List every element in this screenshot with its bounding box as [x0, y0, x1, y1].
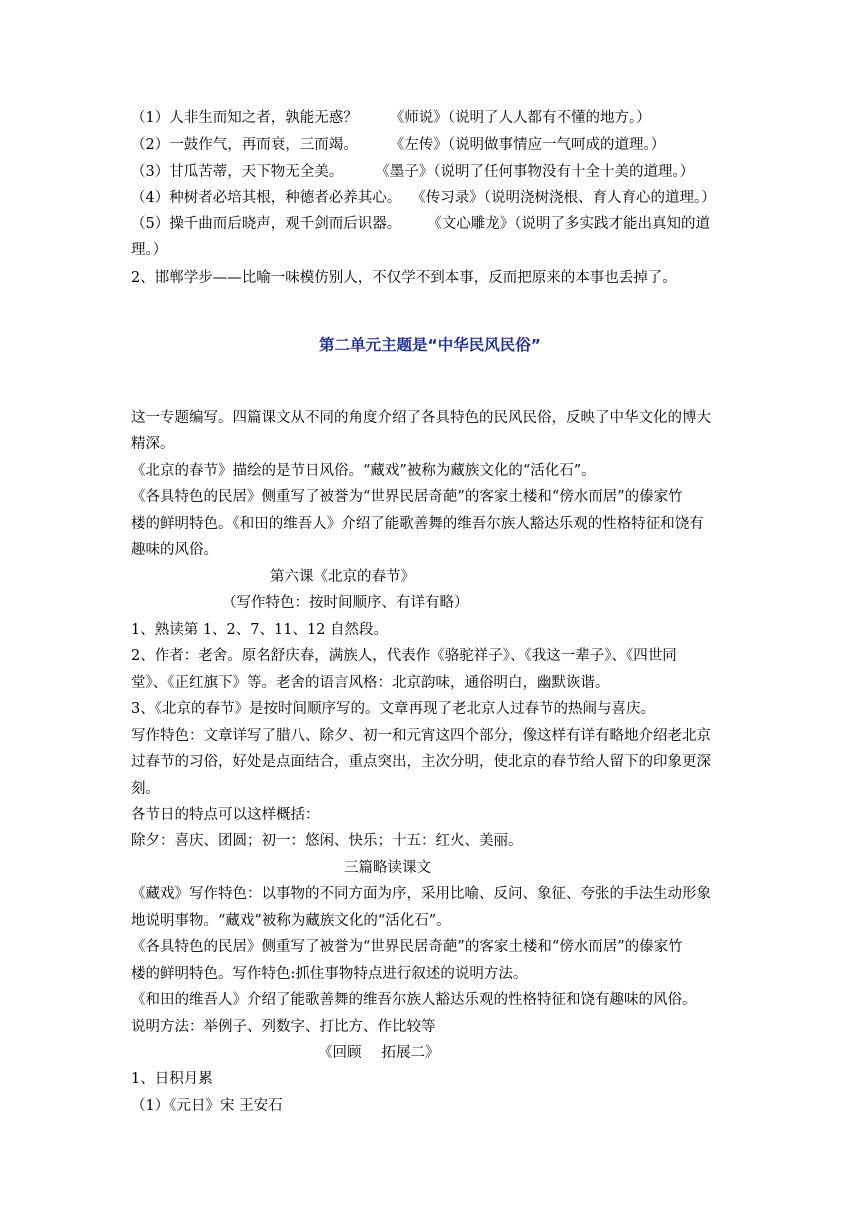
idiom-line: 2、邯郸学步——比喻一味模仿别人，不仅学不到本事，反而把原来的本事也丢掉了。: [131, 270, 677, 286]
quote-line-5-cont: 理。）: [131, 242, 168, 258]
lesson6-heading: 第六课《北京的春节》: [270, 569, 415, 585]
lesson6-subheading: （写作特色：按时间顺序、有详有略）: [222, 595, 469, 611]
reading-line-6: 说明方法：举例子、列数字、打比方、作比较等: [131, 1019, 436, 1035]
lesson6-item3: 3、《北京的春节》是按时间顺序写的。文章再现了老北京人过春节的热闹与喜庆。: [131, 701, 655, 717]
quote-line-1: （1）人非生而知之者，孰能无惑？ 《师说》（说明了人人都有不懂的地方。）: [131, 110, 651, 126]
quote-line-5: （5）操千曲而后晓声，观千剑而后识器。 《文心雕龙》（说明了多实践才能出真知的道: [131, 216, 710, 232]
intro-line-4: 《各具特色的民居》侧重写了被誉为“世界民居奇葩”的客家土楼和“傍水而居”的傣家竹: [131, 489, 683, 505]
intro-line-2: 精深。: [131, 436, 175, 452]
quote-line-4: （4）种树者必培其根，种德者必养其心。 《传习录》（说明浇树浇根、育人育心的道理。）: [131, 190, 716, 206]
reading-line-3: 《各具特色的民居》侧重写了被誉为“世界民居奇葩”的客家土楼和“傍水而居”的傣家竹: [131, 939, 683, 955]
lesson6-summary-intro: 各节日的特点可以这样概括：: [131, 807, 320, 823]
quote-line-2: （2）一鼓作气，再而衰，三而竭。 《左传》（说明做事情应一气呵成的道理。）: [131, 137, 666, 153]
intro-line-3: 《北京的春节》描绘的是节日风俗。“藏戏”被称为藏族文化的“活化石”。: [131, 463, 596, 479]
review-item1: 1、日积月累: [131, 1071, 213, 1087]
review-heading: 《回顾 拓展二》: [318, 1045, 440, 1061]
reading-heading: 三篇略读课文: [344, 860, 431, 876]
lesson6-summary: 除夕：喜庆、团圆；初一：悠闲、快乐；十五：红火、美丽。: [131, 833, 523, 849]
reading-line-4: 楼的鲜明特色。写作特色:抓住事物特点进行叙述的说明方法。: [131, 966, 528, 982]
lesson6-feature-b: 过春节的习俗，好处是点面结合，重点突出，主次分明，使北京的春节给人留下的印象更深: [131, 754, 711, 770]
quote-line-3: （3）甘瓜苦蒂，天下物无全美。 《墨子》（说明了任何事物没有十全十美的道理。）: [131, 164, 695, 180]
reading-line-5: 《和田的维吾人》介绍了能歌善舞的维吾尔族人豁达乐观的性格特征和饶有趣味的风俗。: [131, 992, 697, 1008]
lesson6-feature-a: 写作特色：文章详写了腊八、除夕、初一和元宵这四个部分，像这样有详有略地介绍老北京: [131, 728, 711, 744]
reading-line-2: 地说明事物。“藏戏”被称为藏族文化的“活化石”。: [131, 913, 451, 929]
lesson6-feature-c: 刻。: [131, 781, 160, 797]
intro-line-5: 楼的鲜明特色。《和田的维吾人》介绍了能歌善舞的维吾尔族人豁达乐观的性格特征和饶有: [131, 516, 704, 532]
section-title: 第二单元主题是“中华民风民俗”: [319, 336, 541, 354]
intro-line-6: 趣味的风俗。: [131, 542, 218, 558]
review-item1-1: （1）《元日》宋 王安石: [131, 1098, 283, 1114]
lesson6-item2-b: 堂》、《正红旗下》等。老舍的语言风格：北京韵味，通俗明白，幽默诙谐。: [131, 675, 610, 691]
lesson6-item1: 1、熟读第 1、2、7、11、12 自然段。: [131, 622, 389, 638]
intro-line-1: 这一专题编写。四篇课文从不同的角度介绍了各具特色的民风民俗，反映了中华文化的博大: [131, 410, 711, 426]
lesson6-item2-a: 2、作者：老舍。原名舒庆春，满族人，代表作《骆驼祥子》、《我这一辈子》、《四世同: [131, 648, 677, 664]
reading-line-1: 《藏戏》写作特色：以事物的不同方面为序，采用比喻、反问、象征、夸张的手法生动形象: [131, 886, 711, 902]
